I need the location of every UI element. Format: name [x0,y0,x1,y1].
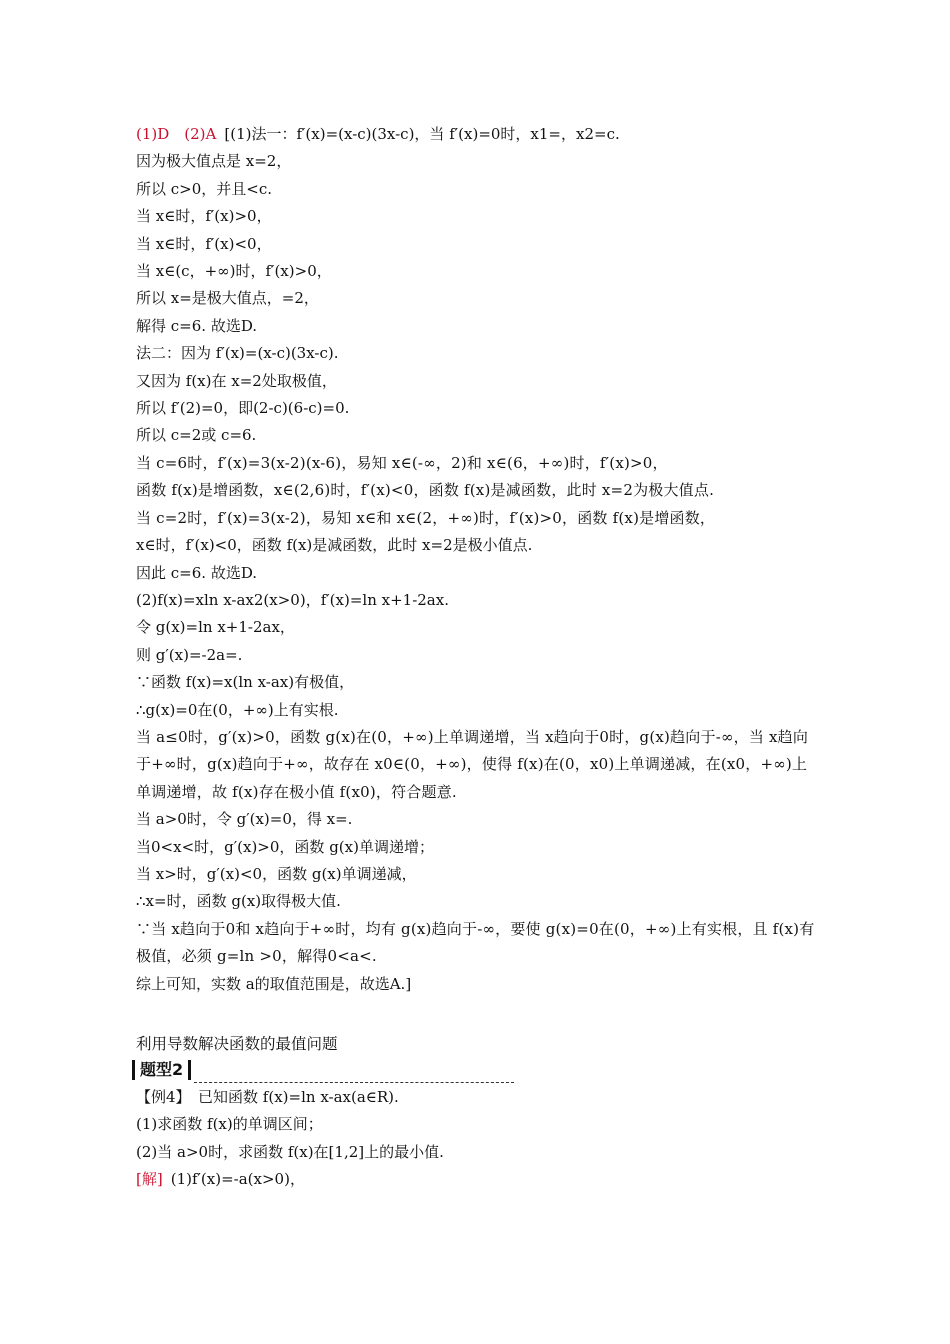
answer-line: 函数 f(x)是增函数，x∈(2,6)时，f′(x)<0，函数 f(x)是减函数，此时 x=2为极大值点. [136,481,715,500]
topic-type-label: 题型2 [132,1060,191,1080]
answer-line: (1)D (2)A [(1)法一：f′(x)=(x-c)(3x-c)，当 f′(x)=0时，x1=，x2=c. [136,125,620,143]
answer-line: x∈时，f′(x)<0，函数 f(x)是减函数，此时 x=2是极小值点. [136,536,533,555]
spacer [136,998,816,1026]
solution-mark: [解] [136,1170,163,1189]
answer-line: 当 x∈(c，+∞)时，f′(x)>0， [136,262,332,281]
answer-line: 当 a>0时，令 g′(x)=0，得 x=. [136,810,353,829]
document-content [136,121,816,1194]
answer-paragraph: 当 a≤0时，g′(x)>0，函数 g(x)在(0，+∞)上单调递增，当 x趋向于0时，g(x)趋向于-∞，当 x趋向于+∞时，g(x)趋向于+∞，故存在 x0∈(0，+∞)，使得 f(x)在(0，x0)上单调递减，在(x0，+∞)上单调递增，故 f(x)存在极小值 f(x0)，符合题意. [136,727,809,801]
answer-line: 当 x∈时，f′(x)>0， [136,207,272,226]
answer-line: (2)f(x)=xln x-ax2(x>0)，f′(x)=ln x+1-2ax. [136,590,449,609]
answer-line: 当 c=2时，f′(x)=3(x-2)，易知 x∈和 x∈(2，+∞)时，f′(x)>0，函数 f(x)是增函数， [136,508,716,527]
example-line: 【例4】 已知函数 f(x)=ln x-ax(a∈R). [136,1088,399,1106]
answer-line: 又因为 f(x)在 x=2处取极值， [136,371,337,390]
answer-line: ∴g(x)=0在(0，+∞)上有实根. [136,700,339,719]
answer-line: ∵函数 f(x)=x(ln x-ax)有极值， [136,673,355,692]
example-line: (2)当 a>0时，求函数 f(x)在[1,2]上的最小值. [136,1142,444,1161]
answer-line: 当0<x<时，g′(x)>0，函数 g(x)单调递增； [136,837,434,856]
answer-line: 因此 c=6. 故选D. [136,563,258,582]
solution-line: [解] (1)f′(x)=-a(x>0)， [136,1170,305,1189]
answer-line: 当 x>时，g′(x)<0，函数 g(x)单调递减， [136,864,417,883]
answer-paragraph: ∵当 x趋向于0和 x趋向于+∞时，均有 g(x)趋向于-∞，要使 g(x)=0在(0，+∞)上有实根，且 f(x)有极值，必须 g=ln >0，解得0<a<. [136,919,815,966]
answer-line: 法二：因为 f′(x)=(x-c)(3x-c). [136,344,339,363]
answer-line: 所以 x=是极大值点，=2， [136,289,319,308]
example-line: (1)求函数 f(x)的单调区间； [136,1115,323,1134]
section-title: 利用导数解决函数的最值问题 [136,1035,338,1053]
answer-line: 解得 c=6. 故选D. [136,316,258,335]
answer-line: 因为极大值点是 x=2， [136,152,292,171]
answer-line: 综上可知，实数 a的取值范围是，故选A.] [136,974,412,993]
answer-line: 所以 c>0，并且<c. [136,179,273,198]
topic-type-header [136,1060,816,1084]
dashed-divider [194,1082,514,1083]
answer-key: (1)D (2)A [136,125,217,143]
answer-line: 所以 c=2或 c=6. [136,426,257,445]
answer-line: 则 g′(x)=-2a=. [136,645,243,664]
answer-line: 当 x∈时，f′(x)<0， [136,234,272,253]
answer-line: ∴x=时，函数 g(x)取得极大值. [136,892,341,911]
answer-line: 当 c=6时，f′(x)=3(x-2)(x-6)，易知 x∈(-∞，2)和 x∈(6，+∞)时，f′(x)>0， [136,453,668,472]
answer-line: 令 g(x)=ln x+1-2ax， [136,618,295,637]
answer-line: 所以 f′(2)=0，即(2-c)(6-c)=0. [136,399,350,418]
